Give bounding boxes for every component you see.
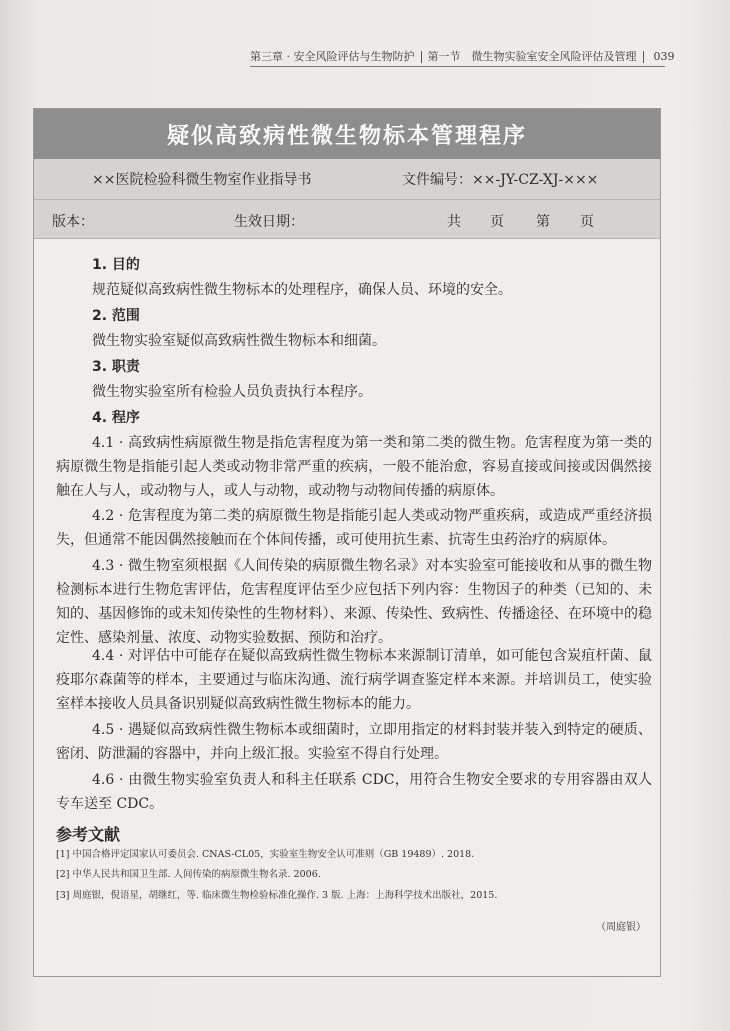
page-index-unit: 页	[580, 214, 594, 230]
procedure-paragraph: 4.4 · 对评估中可能存在疑似高致病性微生物标本来源制订清单，如可能包含炭疽杆菌、鼠疫耶尔森菌等的样本，主要通过与临床沟通、流行病学调查鉴定样本来源。并培训员工，使实验室样本接收人员具备识别疑似高致病性微生物标本的能力。	[56, 648, 652, 712]
purpose-text: 规范疑似高致病性微生物标本的处理程序，确保人员、环境的安全。	[92, 282, 512, 298]
references-title: 参考文献	[56, 825, 121, 844]
reference-item: [1] 中国合格评定国家认可委员会. CNAS-CL05，实验室生物安全认可准则（GB 19489）. 2018.	[56, 849, 475, 860]
reference-item: [3] 周庭银，倪语星，胡继红，等. 临床微生物检验标准化操作. 3 版. 上海：上海科学技术出版社，2015.	[56, 890, 498, 901]
header-rule	[250, 66, 665, 67]
author-credit: （周庭银）	[596, 922, 646, 933]
page-index-label: 第	[536, 214, 550, 230]
version-label: 版本：	[52, 214, 94, 230]
header-divider	[421, 51, 422, 63]
responsibility-text: 微生物实验室所有检验人员负责执行本程序。	[92, 384, 372, 400]
running-header	[250, 48, 680, 68]
total-pages-unit: 页	[490, 214, 504, 230]
procedure-paragraph: 4.5 · 遇疑似高致病性微生物标本或细菌时，立即用指定的材料封装并装入到特定的硬质、密闭、防泄漏的容器中，并向上级汇报。实验室不得自行处理。	[56, 722, 652, 762]
section-heading-purpose: 1. 目的	[92, 257, 140, 273]
procedure-paragraph: 4.2 · 危害程度为第二类的病原微生物是指能引起人类或动物严重疾病，或造成严重经济损失，但通常不能因偶然接触而在个体间传播，或可使用抗生素、抗寄生虫药治疗的病原体。	[56, 508, 652, 548]
chapter-title: 第三章 · 安全风险评估与生物防护	[250, 50, 415, 63]
page-number: 039	[653, 50, 675, 63]
reference-item: [2] 中华人民共和国卫生部. 人间传染的病原微生物名录. 2006.	[56, 869, 321, 880]
header-divider	[643, 51, 644, 63]
effective-date-label: 生效日期：	[234, 214, 304, 230]
scope-text: 微生物实验室疑似高致病性微生物标本和细菌。	[92, 333, 386, 349]
document-info-row	[34, 159, 660, 200]
procedure-paragraph: 4.1 · 高致病性病原微生物是指危害程度为第一类和第二类的微生物。危害程度为第一类的病原微生物是指能引起人类或动物非常严重的疾病，一般不能治愈，容易直接或间接或因偶然接触在人与人，或动物与人，或人与动物，或动物与动物间传播的病原体。	[56, 435, 652, 499]
document-title: 疑似高致病性微生物标本管理程序	[34, 109, 660, 159]
section-heading-procedure: 4. 程序	[92, 410, 140, 426]
lab-name: ××医院检验科微生物室作业指导书	[92, 172, 312, 188]
section-heading-scope: 2. 范围	[92, 308, 140, 324]
procedure-paragraph: 4.6 · 由微生物实验室负责人和科主任联系 CDC，用符合生物安全要求的专用容器由双人专车送至 CDC。	[56, 772, 652, 812]
version-row	[34, 200, 660, 239]
section-title: 第一节 微生物实验室安全风险评估及管理	[427, 50, 637, 63]
section-heading-responsibility: 3. 职责	[92, 359, 140, 375]
file-number: 文件编号：××-JY-CZ-XJ-×××	[402, 172, 599, 188]
procedure-paragraph: 4.3 · 微生物室须根据《人间传染的病原微生物名录》对本实验室可能接收和从事的微生物检测标本进行生物危害评估，危害程度评估至少应包括下列内容：生物因子的种类（已知的、未知的、基因修饰的或未知传染性的生物材料）、来源、传染性、致病性、传播途径、在环境中的稳定性、感染剂量、浓度、动物实验数据、预防和治疗。	[56, 558, 652, 646]
total-pages-label: 共	[447, 214, 461, 230]
